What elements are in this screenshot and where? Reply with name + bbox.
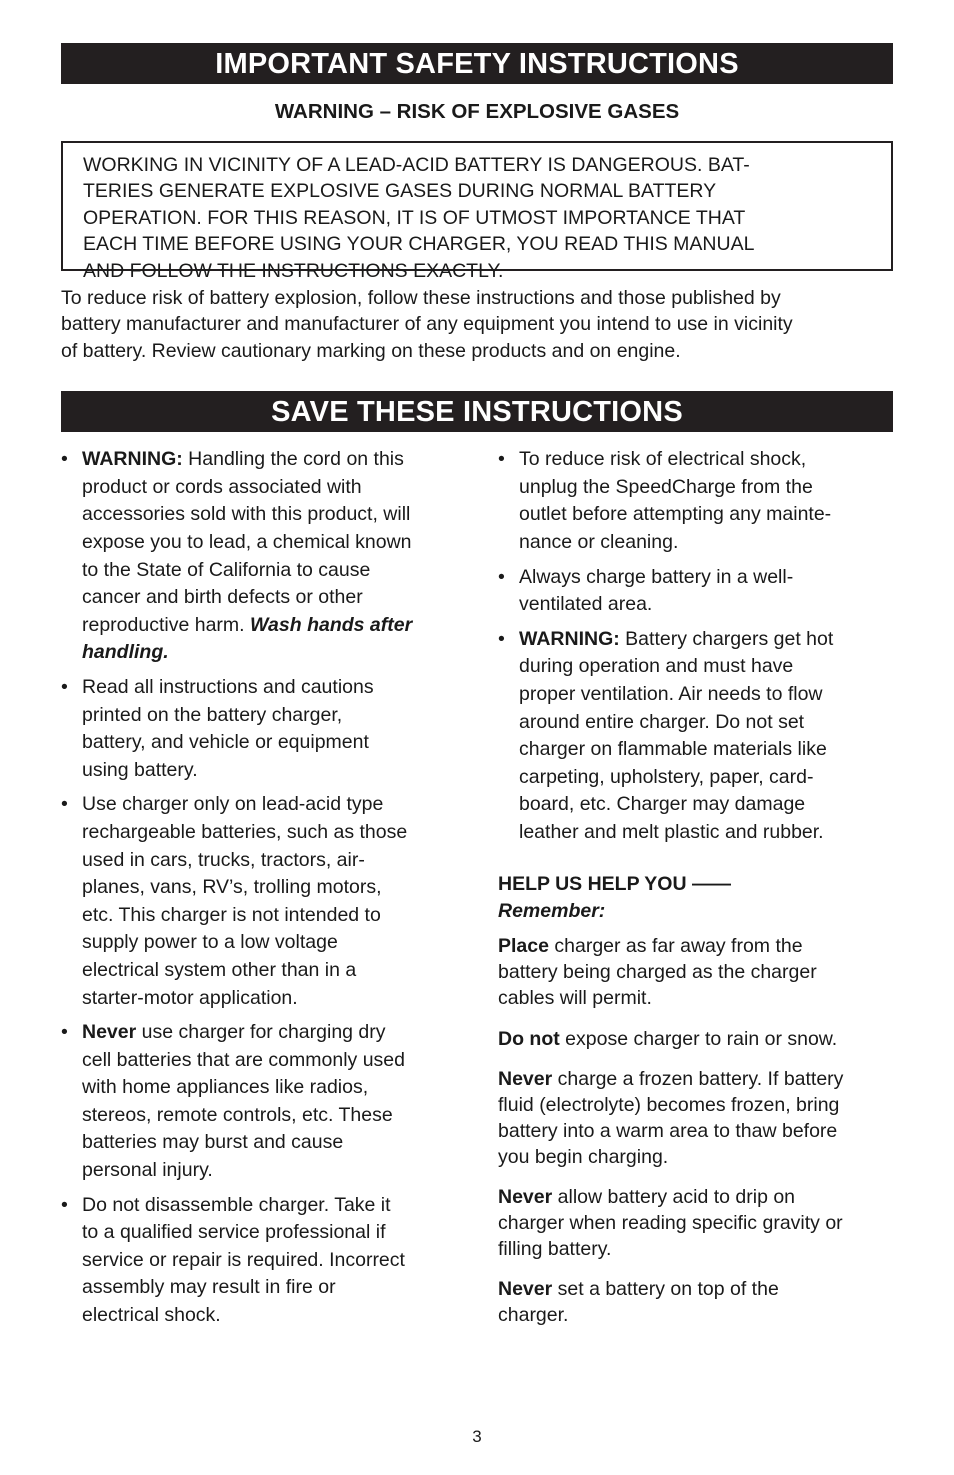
help-paragraph (498, 1184, 898, 1262)
item-line: printed on the battery charger, (82, 703, 343, 726)
item-line: use charger for charging dry (141, 1021, 386, 1044)
page-number: 3 (472, 1427, 482, 1446)
bullet-icon: • (498, 565, 505, 588)
item-line: Battery chargers get hot (625, 627, 834, 650)
item-line: expose you to lead, a chemical known (82, 531, 412, 553)
help-paragraph (498, 1026, 898, 1052)
item-line: stereos, remote controls, etc. These (82, 1103, 393, 1126)
item-line: used in cars, trucks, tractors, air- (82, 848, 365, 871)
item-line: around entire charger. Do not set (519, 710, 805, 733)
bullet-icon: • (498, 627, 505, 650)
list-item (61, 674, 471, 784)
item-line: ventilated area. (519, 593, 653, 616)
item-line: assembly may result in fire or (82, 1276, 336, 1299)
para-lead: Never (498, 1185, 553, 1208)
list-item (61, 1192, 471, 1330)
item-line: Do not disassemble charger. Take it (82, 1193, 391, 1216)
item-line: unplug the SpeedCharge from the (519, 475, 813, 498)
bullet-icon: • (61, 793, 68, 816)
bullet-icon: • (61, 675, 68, 698)
bullet-icon: • (61, 448, 68, 471)
item-line: reproductive harm. (82, 613, 245, 636)
item-line: To reduce risk of electrical shock, (519, 448, 807, 471)
warning-line: TERIES GENERATE EXPLOSIVE GASES DURING NORMAL BATTERY (83, 180, 717, 203)
para-line: cables will permit. (498, 986, 652, 1009)
item-line: batteries may burst and cause (82, 1131, 344, 1154)
para-line: expose charger to rain or snow. (565, 1027, 838, 1050)
item-lead: WARNING: (519, 627, 620, 650)
intro-line: battery manufacturer and manufacturer of any equipment you intend to use in vicinity (61, 313, 793, 336)
item-line: etc. This charger is not intended to (82, 903, 381, 926)
para-lead: Do not (498, 1027, 560, 1050)
item-line: starter-motor application. (82, 986, 298, 1009)
para-lead: Never (498, 1277, 553, 1300)
item-line: nance or cleaning. (519, 531, 679, 553)
item-line: charger on flammable materials like (519, 738, 827, 761)
help-section (498, 871, 898, 925)
para-line: charger when reading specific gravity or (498, 1211, 843, 1234)
bullet-icon: • (498, 448, 505, 471)
warning-box (61, 141, 893, 282)
item-line: using battery. (82, 758, 198, 781)
warning-line: WORKING IN VICINITY OF A LEAD-ACID BATTERY IS DANGEROUS. BAT- (83, 154, 750, 176)
list-item (61, 791, 471, 1012)
item-line: carpeting, upholstery, paper, card- (519, 765, 814, 788)
intro-line: To reduce risk of battery explosion, follow these instructions and those published by (61, 287, 781, 309)
para-line: filling battery. (498, 1237, 612, 1260)
manual-page (61, 43, 893, 1346)
item-line: accessories sold with this product, will (82, 503, 411, 526)
item-line: to the State of California to cause (82, 558, 371, 581)
item-line: battery, and vehicle or equipment (82, 731, 369, 754)
help-paragraph (498, 1276, 898, 1328)
item-lead: WARNING: (82, 448, 183, 471)
item-line: electrical shock. (82, 1304, 221, 1327)
para-lead: Place (498, 934, 549, 957)
list-item (498, 564, 898, 619)
item-line: service or repair is required. Incorrect (82, 1248, 405, 1271)
list-item (498, 626, 898, 847)
item-line: product or cords associated with (82, 475, 362, 498)
para-line: set a battery on top of the (557, 1277, 779, 1300)
item-line: personal injury. (82, 1159, 213, 1182)
intro-paragraph (61, 285, 893, 364)
item-line: during operation and must have (519, 655, 794, 678)
list-item (61, 1019, 471, 1185)
para-line: fluid (electrolyte) becomes frozen, bring (498, 1093, 840, 1116)
para-line: battery being charged as the charger (498, 960, 817, 983)
bullet-icon: • (61, 1193, 68, 1216)
para-lead: Never (498, 1067, 553, 1090)
item-line: cell batteries that are commonly used (82, 1048, 405, 1071)
item-line: proper ventilation. Air needs to flow (519, 682, 823, 705)
item-line: with home appliances like radios, (82, 1076, 369, 1099)
page-title: IMPORTANT SAFETY INSTRUCTIONS (61, 43, 893, 84)
para-line: allow battery acid to drip on (557, 1185, 796, 1208)
warning-line: EACH TIME BEFORE USING YOUR CHARGER, YOU READ THIS MANUAL (83, 233, 755, 256)
instruction-columns (61, 446, 893, 1346)
item-line: supply power to a low voltage (82, 931, 338, 954)
item-line: Always charge battery in a well- (519, 565, 794, 588)
para-line: charger as far away from the (554, 934, 803, 957)
save-instructions-banner: SAVE THESE INSTRUCTIONS (61, 391, 893, 432)
list-item (498, 446, 898, 556)
item-lead: Never (82, 1021, 137, 1044)
left-column (61, 446, 471, 1336)
bullet-icon: • (61, 1021, 68, 1044)
help-title: HELP US HELP YOU —— (498, 872, 731, 895)
item-line: to a qualified service professional if (82, 1221, 386, 1244)
help-remember: Remember: (498, 899, 606, 922)
intro-line: of battery. Review cautionary marking on these products and on engine. (61, 339, 681, 362)
warning-line: OPERATION. FOR THIS REASON, IT IS OF UTMOST IMPORTANCE THAT (83, 206, 746, 229)
warning-line: AND FOLLOW THE INSTRUCTIONS EXACTLY. (83, 259, 504, 282)
right-column (498, 446, 898, 1327)
item-line: rechargeable batteries, such as those (82, 820, 408, 843)
item-line: board, etc. Charger may damage (519, 793, 806, 816)
warning-subtitle: WARNING – RISK OF EXPLOSIVE GASES (274, 100, 680, 123)
item-emphasis: handling. (82, 641, 169, 664)
item-line: Use charger only on lead-acid type (82, 793, 384, 816)
help-paragraph (498, 933, 898, 1011)
item-line: Read all instructions and cautions (82, 675, 374, 698)
para-line: battery into a warm area to thaw before (498, 1119, 838, 1142)
item-line: planes, vans, RV’s, trolling motors, (82, 876, 382, 899)
item-line: Handling the cord on this (188, 448, 404, 471)
help-paragraph (498, 1066, 898, 1170)
item-line: cancer and birth defects or other (82, 586, 363, 609)
list-item (61, 446, 471, 667)
para-line: charge a frozen battery. If battery (557, 1067, 844, 1090)
para-line: you begin charging. (498, 1145, 669, 1168)
item-line: leather and melt plastic and rubber. (519, 820, 824, 843)
para-line: charger. (498, 1303, 569, 1326)
item-line: electrical system other than in a (82, 958, 357, 981)
item-emphasis: Wash hands after (250, 613, 413, 636)
item-line: outlet before attempting any mainte- (519, 503, 832, 526)
